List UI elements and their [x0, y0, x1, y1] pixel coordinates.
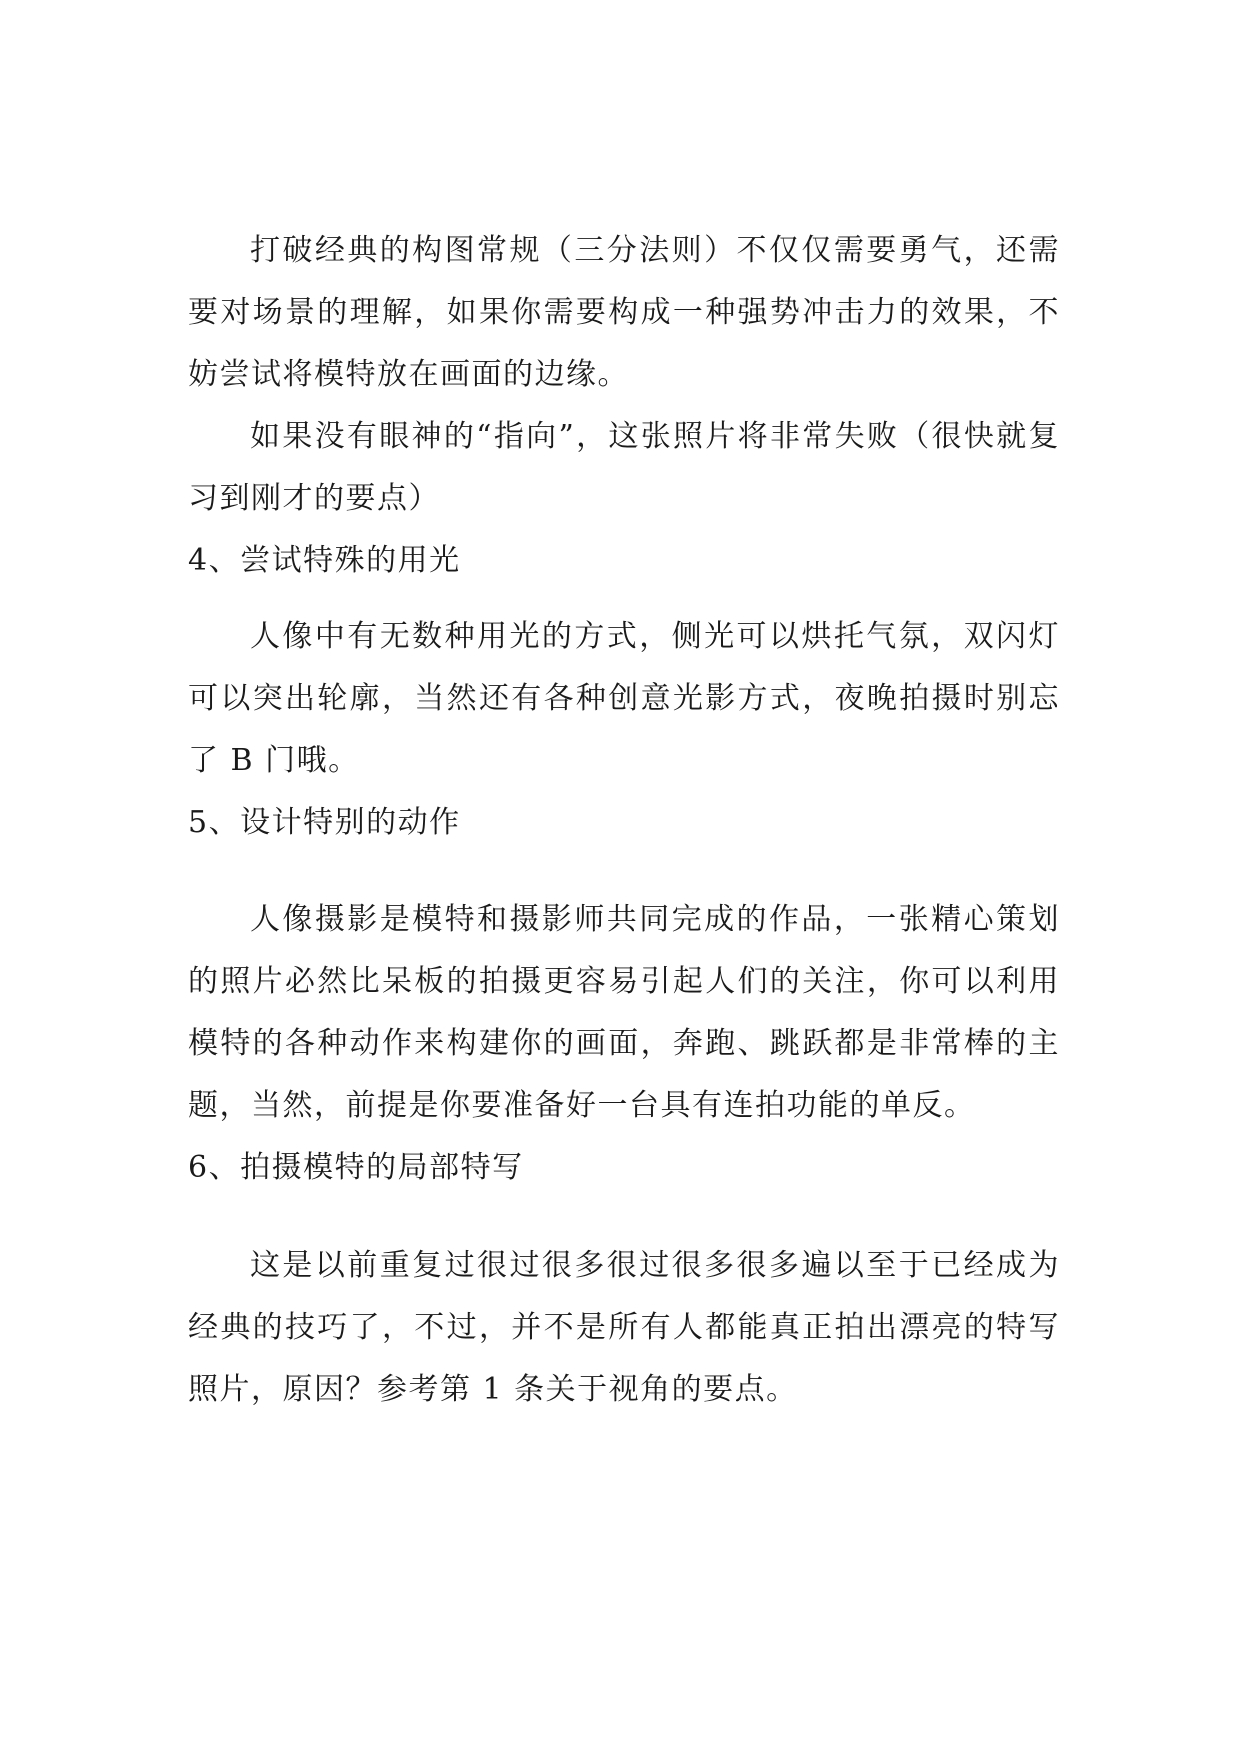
paragraph-gaze: 如果没有眼神的“指向”，这张照片将非常失败（很快就复习到刚才的要点） [188, 419, 1060, 516]
section-heading-closeup: 6、拍摄模特的局部特写 [188, 1150, 524, 1185]
section-heading-action: 5、设计特别的动作 [188, 805, 461, 840]
paragraph-composition: 打破经典的构图常规（三分法则）不仅仅需要勇气，还需要对场景的理解，如果你需要构成一种强势冲击力的效果，不妨尝试将模特放在画面的边缘。 [188, 233, 1060, 392]
action-block [188, 889, 1060, 1199]
lighting-block [188, 606, 1060, 854]
section-heading-lighting: 4、尝试特殊的用光 [188, 543, 461, 578]
paragraph-lighting: 人像中有无数种用光的方式，侧光可以烘托气氛，双闪灯可以突出轮廓，当然还有各种创意光影方式，夜晚拍摄时别忘了 B 门哦。 [188, 619, 1060, 778]
paragraph-closeup: 这是以前重复过很过很多很过很多很多遍以至于已经成为经典的技巧了，不过，并不是所有人都能真正拍出漂亮的特写照片，原因？参考第 1 条关于视角的要点。 [188, 1248, 1060, 1407]
paragraph-action: 人像摄影是模特和摄影师共同完成的作品，一张精心策划的照片必然比呆板的拍摄更容易引起人们的关注，你可以利用模特的各种动作来构建你的画面，奔跑、跳跃都是非常棒的主题，当然，前提是你要准备好一台具有连拍功能的单反。 [188, 902, 1060, 1123]
intro-block [188, 220, 1060, 592]
closeup-block [188, 1235, 1060, 1421]
